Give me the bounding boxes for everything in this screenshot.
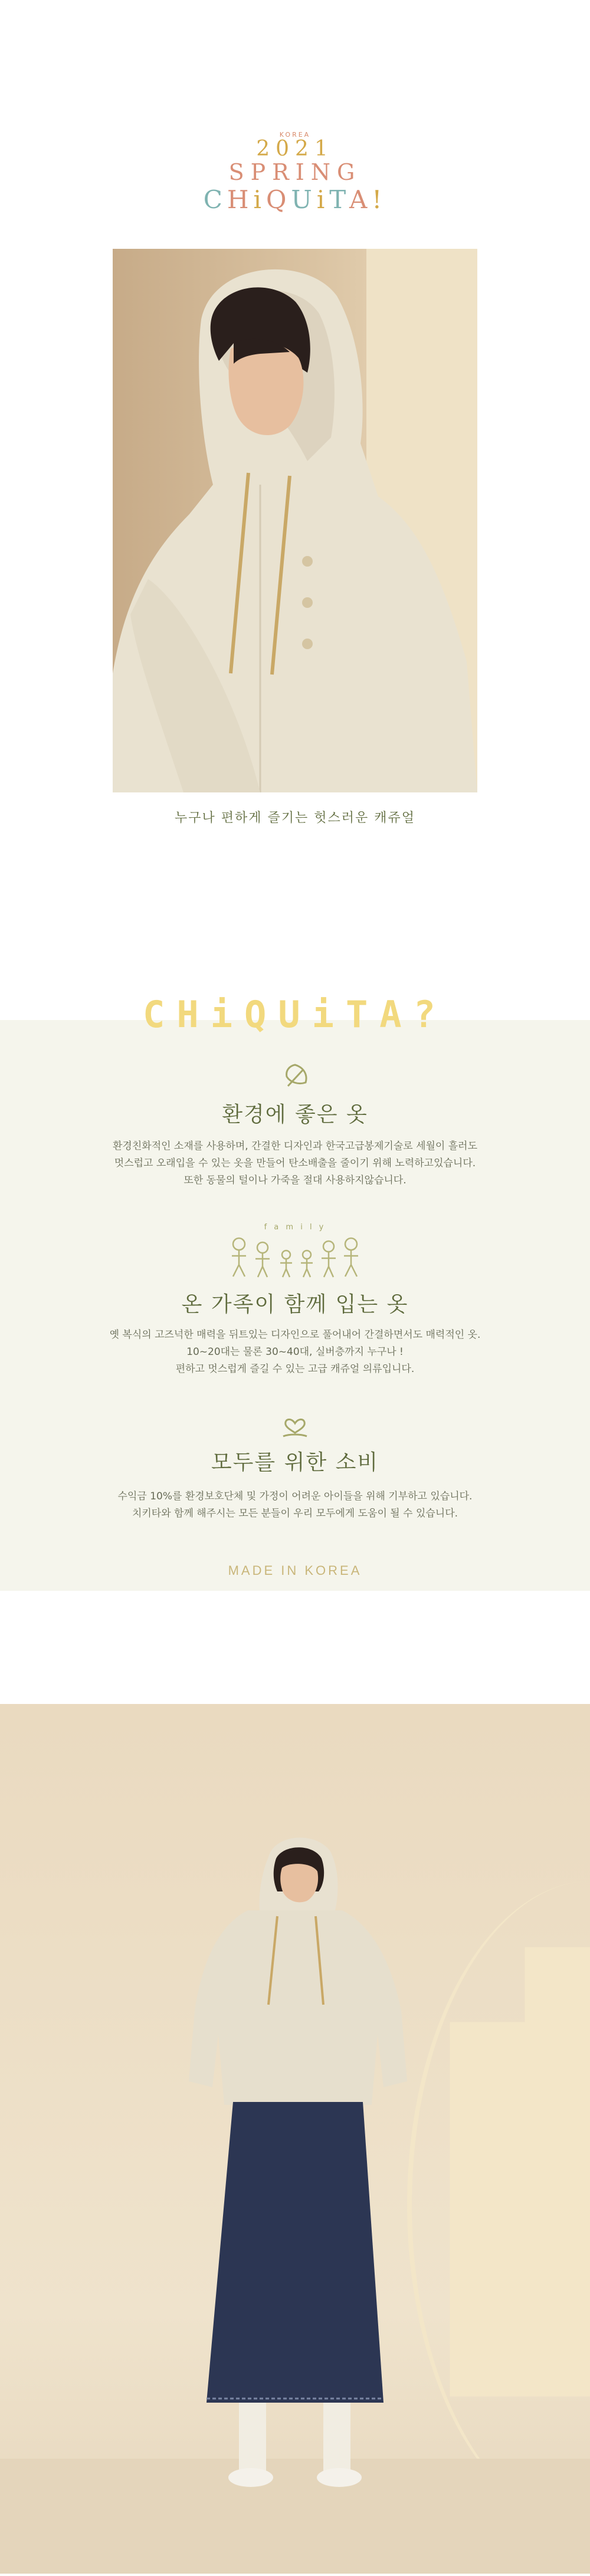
logo-year-text: 2021	[256, 137, 334, 161]
logo-letter: Q	[266, 185, 291, 214]
model-photo-hood-closeup	[113, 249, 477, 792]
family-line: 옛 복식의 고즈넉한 매력을 뒤트있는 디자인으로 풀어내어 간결하면서도 매력적인 옷.	[109, 1329, 481, 1341]
heart-hand-icon	[277, 1410, 313, 1440]
leaf-icon	[277, 1062, 313, 1092]
family-line: 편하고 멋스럽게 즐길 수 있는 고급 캐쥬얼 의류입니다.	[175, 1363, 415, 1375]
family-description	[0, 1327, 590, 1378]
brand-question-title: CHiQUiTA?	[143, 993, 447, 1036]
logo-korea-text: KOREA	[279, 131, 311, 139]
eco-description	[0, 1138, 590, 1189]
logo-letter: i	[253, 185, 266, 214]
logo-letter: i	[316, 185, 330, 214]
logo-letter: U	[291, 185, 317, 214]
logo-letter: T	[329, 185, 349, 214]
eco-line: 환경친화적인 소재를 사용하며, 간결한 디자인과 한국고급봉제기술로 세월이 흘러도	[113, 1140, 477, 1152]
eco-line: 또한 동물의 털이나 가죽을 절대 사용하지않습니다.	[183, 1175, 407, 1186]
family-label: f a m i l y	[264, 1223, 326, 1232]
heading-consumption-for-all: 모두를 위한 소비	[211, 1450, 379, 1475]
eco-line: 멋스럽고 오래입을 수 있는 옷을 만들어 탄소배출을 줄이기 위해 노력하고있습니다.	[114, 1157, 476, 1169]
logo-letter: C	[203, 185, 227, 214]
model-hood-illustration	[113, 249, 477, 792]
logo-letter: H	[227, 185, 254, 214]
logo-letter: A	[349, 185, 372, 214]
consumption-description	[0, 1488, 590, 1522]
model-full-body-illustration	[0, 1704, 590, 2574]
logo-letter: !	[372, 185, 387, 214]
heading-eco-clothing: 환경에 좋은 옷	[222, 1103, 368, 1127]
logo-brand-text	[0, 185, 590, 214]
consumption-line: 수익금 10%를 환경보호단체 및 가정이 어려운 아이들을 위해 기부하고 있습니다.	[117, 1491, 473, 1502]
photo-caption: 누구나 편하게 즐기는 헛스러운 캐쥬얼	[174, 811, 415, 825]
family-icon	[227, 1232, 363, 1279]
family-line: 10~20대는 물론 30~40대, 실버층까지 누구나 !	[186, 1346, 404, 1358]
model-photo-full-body	[0, 1704, 590, 2574]
made-in-korea-label: MADE IN KOREA	[228, 1563, 362, 1578]
logo-spring-text: SPRING	[228, 159, 362, 185]
brand-logo	[0, 131, 590, 225]
consumption-line: 치키타와 함께 해주시는 모든 분들이 우리 모두에게 도움이 될 수 있습니다.	[132, 1508, 458, 1519]
heading-family-clothing: 온 가족이 함께 입는 옷	[181, 1292, 409, 1317]
